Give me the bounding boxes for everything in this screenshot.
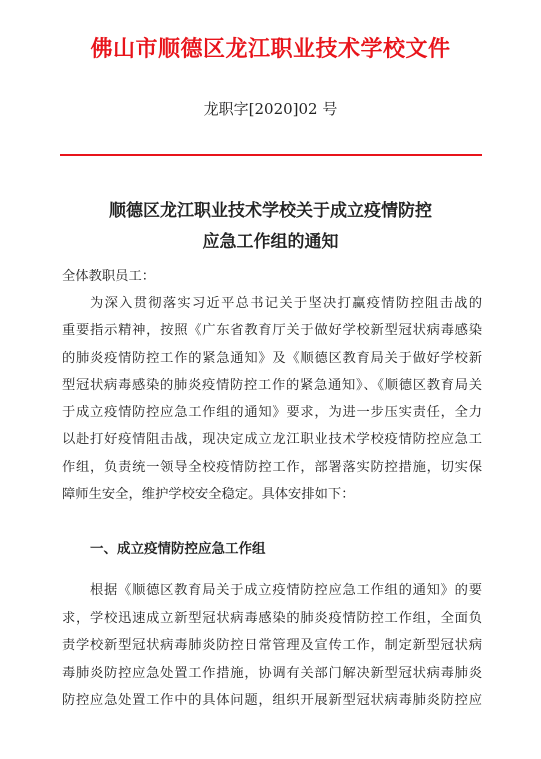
paragraph-1-line: 的肺炎疫情防控工作的紧急通知》及《顺德区教育局关于做好学校新 xyxy=(62,351,482,366)
paragraph-1-line: 型冠状病毒感染的肺炎疫情防控工作的紧急通知》、《顺德区教育局关 xyxy=(62,378,482,393)
paragraph-1-line: 以赴打好疫情阻击战，现决定成立龙江职业技术学校疫情防控应急工 xyxy=(62,432,482,447)
salutation: 全体教职员工： xyxy=(62,269,156,284)
section-1-heading: 一、成立疫情防控应急工作组 xyxy=(90,541,266,557)
paragraph-1-line: 为深入贯彻落实习近平总书记关于坚决打赢疫情防控阻击战的 xyxy=(90,296,482,311)
document-number: 龙职字[2020]02 号 xyxy=(203,100,338,118)
paragraph-2-line: 责学校新型冠状病毒肺炎防控日常管理及宣传工作，制定新型冠状病 xyxy=(62,638,482,653)
paragraph-1-line: 作组，负责统一领导全校疫情防控工作，部署落实防控措施，切实保 xyxy=(62,460,482,475)
paragraph-2-line: 毒肺炎防控应急处置工作措施，协调有关部门解决新型冠状病毒肺炎 xyxy=(62,666,482,681)
paragraph-1-line: 于成立疫情防控应急工作组的通知》要求，为进一步压实责任，全力 xyxy=(62,405,482,420)
paragraph-2-line: 防控应急处置工作中的具体问题，组织开展新型冠状病毒肺炎防控应 xyxy=(62,693,482,708)
notice-title-line-2: 应急工作组的通知 xyxy=(202,232,339,252)
document-header-title: 佛山市顺德区龙江职业技术学校文件 xyxy=(90,37,451,62)
paragraph-2-line: 求，学校迅速成立新型冠状病毒感染的肺炎疫情防控工作组，全面负 xyxy=(62,611,482,626)
red-divider-line xyxy=(60,154,482,156)
paragraph-1-line: 障师生安全，维护学校安全稳定。具体安排如下： xyxy=(62,487,355,502)
paragraph-1-line: 重要指示精神，按照《广东省教育厅关于做好学校新型冠状病毒感染 xyxy=(62,323,482,338)
notice-title-line-1: 顺德区龙江职业技术学校关于成立疫情防控 xyxy=(109,201,432,221)
paragraph-2-line: 根据《顺德区教育局关于成立疫情防控应急工作组的通知》的要 xyxy=(90,583,482,598)
